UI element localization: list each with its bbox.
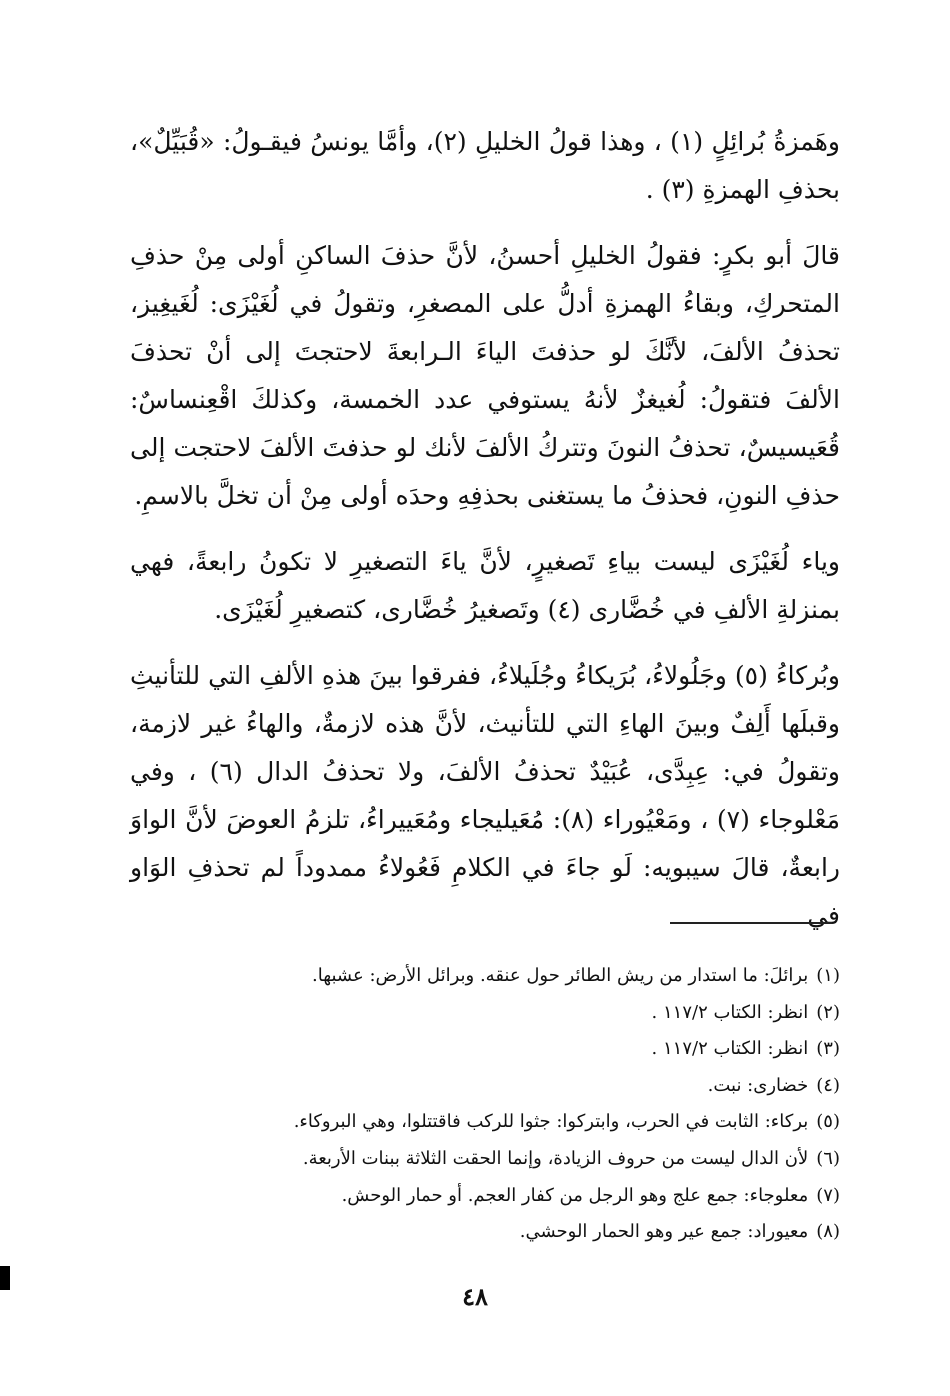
footnote-number: (٣) [816,1038,840,1060]
footnote-item [150,1178,840,1215]
footnote-item [150,1031,840,1068]
scan-edge-mark [0,1266,10,1290]
page-number: ٤٨ [462,1282,488,1311]
footnotes [150,958,840,1251]
footnote-number: (٢) [816,1001,840,1023]
footnote-item [150,1068,840,1105]
footnote-number: (٥) [816,1111,840,1133]
main-text [130,118,840,958]
paragraph: وياء لُغَيْزَى ليست بياءِ تَصغيرٍ، لأنَّ ياءَ التصغيرِ لا تكونُ رابعةً، فهي بمنزلةِ الألفِ في خُضَّارى (٤) وتَصغيرُ خُضَّارى، كتصغيرِ لُغَيْزَى. [130,547,840,624]
footnote-item [150,1214,840,1251]
footnote-text: انظر: الكتاب ١١٧/٢ . [651,1038,809,1060]
paragraph: وهَمزةُ بُرائِلٍ (١) ، وهذا قولُ الخليلِ (٢)، وأمَّا يونسُ فيقـولُ: «قُبَيِّلٌ»، بحذفِ الهمزةِ (٣) . [130,127,840,204]
footnote-item [150,995,840,1032]
footnote-text: معلوجاء: جمع علج وهو الرجل من كفار العجم. أو حمار الوحش. [341,1184,809,1206]
footnote-number: (١) [816,965,840,986]
footnote-number: (٦) [816,1147,840,1169]
footnote-divider [670,922,832,924]
footnote-text: انظر: الكتاب ١١٧/٢ . [651,1001,809,1023]
footnote-number: (٤) [816,1074,840,1096]
footnote-text: لأن الدال ليست من حروف الزيادة، وإنما الحقت الثلاثة ببنات الأربعة. [302,1147,809,1169]
footnote-item [150,1141,840,1178]
paragraph: وبُركاءُ (٥) وجَلُولاءُ، بُرَيكاءُ وجُلَيلاءُ، ففرقوا بينَ هذهِ الألفِ التي للتأنيثِ وقبلَها أَلِفٌ وبينَ الهاءِ التي للتأنيث، لأنَّ هذه لازمةٌ، والهاءُ غير لازمة، وتقولُ في: عِبِدَّى، عُبَيْدٌ تحذفُ الألفَ، ولا تحذفُ الدال (٦) ، وفي مَعْلوجاء (٧) ، ومَعْيُوراء (٨): مُعَيليجاء ومُعَييراءُ، تلزمُ العوضَ لأنَّ الواوَ رابعةٌ، قالَ سيبويه: لَو جاءَ في الكلامِ فَعُولاءُ ممدوداً لم تحذفِ الوَاو في [130,661,840,930]
footnote-text: خضارى: نبت. [707,1074,809,1096]
footnote-number: (٨) [816,1221,840,1243]
footnote-text: برائلَ: ما استدار من ريش الطائر حول عنقه. وبرائل الأرض: عشبها. [312,965,809,986]
paragraph: قالَ أبو بكرٍ: فقولُ الخليلِ أحسنُ، لأنَّ حذفَ الساكنِ أولى مِنْ حذفِ المتحركِ، وبقاءُ الهمزةِ أدلُّ على المصغرِ، وتقولُ في لُغَيْزَى: لُغَيغِيز، تحذفُ الألفَ، لأنَّكَ لو حذفتَ الياءَ الـرابعةَ لاحتجتَ إلى أنْ تحذفَ الألفَ فتقولُ: لُغيغزٌ لأنهُ يستوفي عدد الخمسة، وكذلكَ اقْعِنساسٌ: قُعَيسيسٌ، تحذفُ النونَ وتتركُ الألفَ لأنك لو حذفتَ الألفَ لاحتجت إلى حذفِ النونِ، فحذفُ ما يستغنى بحذفِهِ وحدَه أولى مِنْ أن تخلَّ بالاسمِ. [130,241,840,510]
footnote-item [150,958,840,995]
footnote-text: بركاء: الثابت في الحرب، وابتركوا: جثوا للركب فاقتتلوا، وهي البروكاء. [293,1111,809,1133]
footnote-text: معيوراد: جمع عير وهو الحمار الوحشي. [519,1221,809,1243]
footnote-number: (٧) [816,1184,840,1206]
footnote-item [150,1104,840,1141]
